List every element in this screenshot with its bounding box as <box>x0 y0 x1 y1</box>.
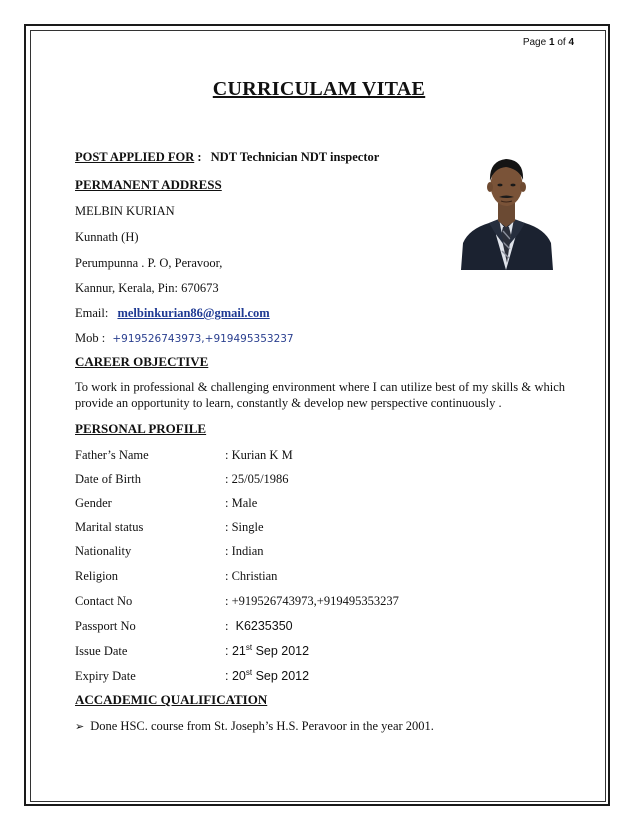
profile-row <box>75 496 257 511</box>
address-line: Kunnath (H) <box>75 230 139 244</box>
arrow-bullet-icon: ➢ <box>75 720 85 733</box>
passport-sep: : <box>225 619 229 633</box>
email-label: Email: <box>75 306 109 320</box>
qualification-text: Done HSC. course from St. Joseph’s H.S. Peravoor in the year 2001. <box>90 719 434 733</box>
profile-value: : Christian <box>225 569 278 583</box>
profile-row <box>75 448 293 463</box>
issue-date-row <box>75 643 309 659</box>
profile-value: : Indian <box>225 544 264 558</box>
mobile-value: +919526743973,+919495353237 <box>112 333 294 345</box>
post-applied-line <box>75 150 379 165</box>
profile-value: : 25/05/1986 <box>225 472 289 486</box>
profile-photo <box>459 145 554 270</box>
profile-row <box>75 544 264 559</box>
profile-row <box>75 594 399 609</box>
qualification-item <box>75 719 434 734</box>
mobile-label: Mob : <box>75 331 106 345</box>
profile-label: Religion <box>75 569 119 583</box>
address-line: Kannur, Kerala, Pin: 670673 <box>75 281 219 295</box>
address-line: Perumpunna . P. O, Peravoor, <box>75 256 223 270</box>
document-title: CURRICULAM VITAE <box>212 78 426 100</box>
profile-value: : Single <box>225 520 264 534</box>
expiry-date-value: : 20st Sep 2012 <box>225 668 310 684</box>
passport-value: K6235350 <box>235 619 293 633</box>
personal-profile-heading: PERSONAL PROFILE <box>75 421 207 436</box>
permanent-address-heading: PERMANENT ADDRESS <box>75 177 222 192</box>
academic-qualification-heading: ACCADEMIC QUALIFICATION <box>75 692 268 707</box>
page-number: Page 1 of 4 <box>522 37 574 48</box>
profile-label: Father’s Name <box>75 448 149 462</box>
post-label: POST APPLIED FOR <box>75 150 195 164</box>
issue-date-label: Issue Date <box>75 644 128 659</box>
passport-label: Passport No <box>75 619 136 633</box>
address-line: MELBIN KURIAN <box>75 204 175 218</box>
profile-row <box>75 472 289 487</box>
post-value: NDT Technician NDT inspector <box>210 150 380 164</box>
expiry-date-label: Expiry Date <box>75 669 136 684</box>
profile-label: Gender <box>75 496 112 510</box>
profile-row <box>75 569 277 584</box>
profile-label: Marital status <box>75 520 144 534</box>
person-portrait-icon <box>459 145 554 270</box>
mobile-line <box>75 331 294 346</box>
profile-label: Date of Birth <box>75 472 141 486</box>
profile-value: : Male <box>225 496 258 510</box>
issue-date-value: : 21st Sep 2012 <box>225 643 310 659</box>
profile-value: : +919526743973,+919495353237 <box>225 594 399 608</box>
post-sep: : <box>197 150 202 164</box>
profile-label: Nationality <box>75 544 132 558</box>
career-objective-heading: CAREER OBJECTIVE <box>75 354 209 369</box>
profile-value: : Kurian K M <box>225 448 293 462</box>
email-line <box>75 306 270 321</box>
expiry-date-row <box>75 668 309 684</box>
email-link[interactable]: melbinkurian86@gmail.com <box>117 306 270 320</box>
passport-row <box>75 619 293 634</box>
profile-label: Contact No <box>75 594 133 608</box>
profile-row <box>75 520 264 535</box>
career-objective-text: To work in professional & challenging environment where I can utilize best of my skills & which provide an opportunity to learn, constantly & develop new perspective continuously . <box>75 380 565 410</box>
